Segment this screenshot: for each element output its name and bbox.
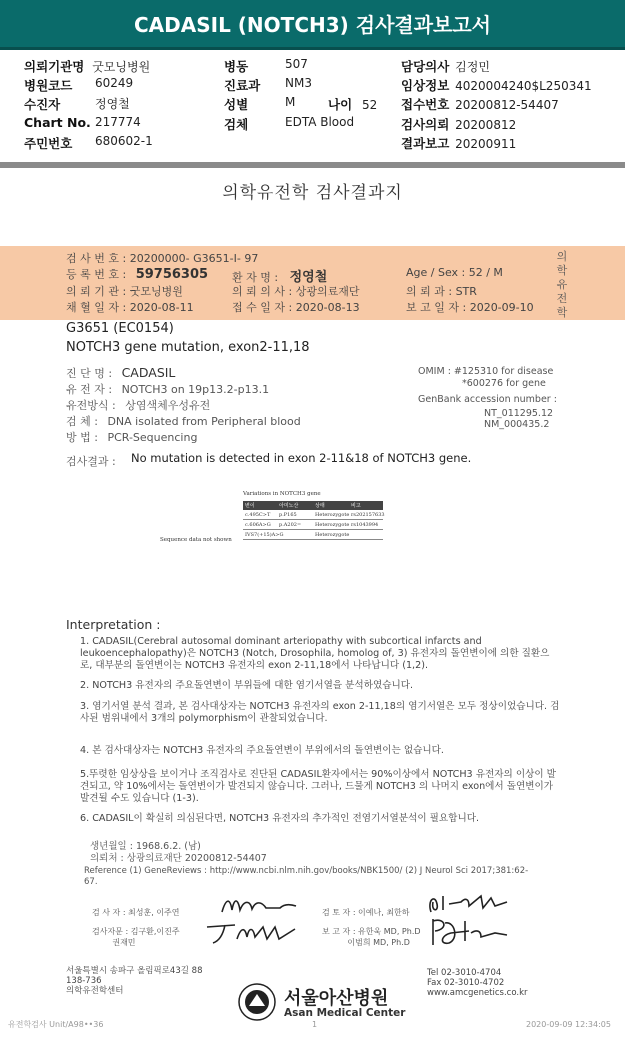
info-row-ward: 병동 507 [224, 57, 308, 74]
info-row-institution: 의뢰기관명 굿모닝병원 [24, 59, 151, 74]
band-age-sex: Age / Sex : 52 / M [406, 266, 503, 279]
footer-address-2: 138-736 [66, 976, 102, 986]
detail-gene: 유 전 자 : NOTCH3 on 19p13.2-p13.1 [66, 383, 270, 396]
requested-by: 의뢰처 : 상광의료재단 20200812-54407 [90, 853, 267, 864]
footer-fax: Fax 02-3010-4702 [427, 978, 505, 988]
birth-date: 생년월일 : 1968.6.2. (남) [90, 841, 201, 852]
patient-info-block [0, 53, 625, 160]
band-institution: 의 뢰 기 관 : 굿모닝병원 [66, 285, 183, 298]
hospital-name-kr: 서울아산병원 [284, 988, 389, 1009]
detail-specimen: 검 체 : DNA isolated from Peripheral blood [66, 415, 301, 428]
info-row-department: 진료과 NM3 [224, 76, 312, 93]
table-row: c.606A>G p.A202= Heterozygote rs1043994 [243, 520, 383, 530]
test-name: NOTCH3 gene mutation, exon2-11,18 [66, 340, 310, 355]
scanned-report [0, 168, 625, 1042]
detail-method: 방 법 : PCR-Sequencing [66, 431, 198, 444]
report-subtitle: 의학유전학 검사결과지 [222, 183, 403, 203]
genbank-acc-1: NT_011295.12 [484, 408, 554, 419]
result-label: 검사결과 : [66, 455, 116, 468]
info-row-specimen: 검체 EDTA Blood [224, 115, 355, 132]
info-row-doctor: 담당의사 김정민 [401, 59, 490, 74]
variations-header: 변이 아미노산 상태 비고 [243, 501, 383, 510]
info-row-patient: 수진자 정영철 [24, 97, 130, 112]
detail-diagnosis: 진 단 명 : CADASIL [66, 365, 176, 380]
signature-scribble-3 [425, 890, 510, 916]
test-code: G3651 (EC0154) [66, 321, 174, 336]
info-row-chart-no: Chart No. 217774 [24, 115, 141, 130]
band-received-date: 접 수 일 자 : 2020-08-13 [232, 301, 360, 314]
info-row-report-date: 결과보고 20200911 [401, 136, 517, 151]
interpretation-item-6: 6. CADASIL이 확실히 의심된다면, NOTCH3 유전자의 추가적인 전염기서열분석이 필요합니다. [80, 813, 480, 824]
interpretation-title: Interpretation : [66, 617, 161, 632]
interpretation-item-2: 2. NOTCH3 유전자의 주요돌연변이 부위들에 대한 염기서열을 분석하였습니다. [80, 680, 414, 691]
info-row-resident-no: 주민번호 680602-1 [24, 134, 153, 151]
info-row-clinical-info: 임상정보 4020004240$L250341 [401, 78, 592, 93]
sig-reporter: 보 고 자 : 유한욱 MD, Ph.D 이범희 MD, Ph.D [322, 927, 421, 947]
table-row: c.495C>T p.P165 Heterozygote rs202157633 [243, 510, 383, 520]
band-requester: 의 뢰 의 사 : 상광의료재단 [232, 285, 360, 298]
omim-disease: OMIM : #125310 for disease [418, 366, 554, 377]
signature-scribble-4 [425, 915, 510, 951]
interpretation-item-3: 3. 염기서열 분석 결과, 본 검사대상자는 NOTCH3 유전자의 exon 2-11,18의 염기서열은 모두 정상이었습니다. 검사된 범위내에서 3개의 polymorphism이 관찰되었습니다. [80, 701, 560, 724]
report-title-bar [0, 0, 625, 50]
table-row: IVS7(+15)A>G Heterozygote [243, 530, 383, 540]
info-row-request-date: 검사의뢰 20200812 [401, 117, 517, 132]
sig-examiner: 검 사 자 : 최성훈, 이주연 [92, 908, 180, 917]
band-test-no: 검 사 번 호 : 20200000- G3651-I- 97 [66, 252, 259, 265]
signature-scribble-2 [205, 921, 300, 945]
info-row-hospital-code: 병원코드 60249 [24, 76, 134, 93]
sequence-note: Sequence data not shown [160, 537, 232, 543]
info-row-accession-no: 접수번호 20200812-54407 [401, 97, 559, 112]
interpretation-item-1: 1. CADASIL(Cerebral autosomal dominant arteriopathy with subcortical infarcts and leukoencephalopathy)은 NOTCH3 (Notch, Drosophila, homolog of, 3) 유전자의 돌연변이에 의한 질환으로, 대부분의 돌연변이는 NOTCH3 유전자의 exon 2-11,18에서 나타납니다 (1,2). [80, 636, 550, 671]
band-collect-date: 채 혈 일 자 : 2020-08-11 [66, 301, 194, 314]
sig-supervisor: 검사자문 : 김구환,이진주 권재민 [92, 927, 180, 947]
footer-web: www.amcgenetics.co.kr [427, 988, 528, 998]
variations-table [243, 501, 383, 540]
variations-title: Variations in NOTCH3 gene [243, 491, 321, 497]
reference: Reference (1) GeneReviews : http://www.ncbi.nlm.nih.gov/books/NBK1500/ (2) J Neurol Sci 2017;381:62-67. [84, 866, 529, 887]
info-row-sex: 성별 M [224, 95, 296, 112]
asan-foundation-seal-icon [237, 982, 277, 1022]
footer-tel: Tel 02-3010-4704 [427, 968, 502, 978]
sig-reviewer: 검 토 자 : 이예나, 최한하 [322, 908, 410, 917]
detail-inheritance: 유전방식 : 상염색체우성유전 [66, 399, 211, 412]
report-main-title: CADASIL (NOTCH3) 검사결과보고서 [134, 13, 491, 37]
band-patient: 환 자 명 : 정영철 [232, 270, 328, 285]
band-reported-date: 보 고 일 자 : 2020-09-10 [406, 301, 534, 314]
signature-scribble-1 [220, 894, 300, 918]
band-side-label: 의학유전학 [556, 250, 568, 319]
footer-address-1: 서울특별시 송파구 올림픽로43길 88 [66, 966, 203, 976]
footer-page-number: 1 [312, 1020, 318, 1029]
footer-print-time: 2020-09-09 12:34:05 [526, 1020, 611, 1029]
band-ward: 의 뢰 과 : STR [406, 285, 477, 298]
genbank-acc-2: NM_000435.2 [484, 419, 550, 430]
info-row-age: 나이 52 [328, 97, 378, 112]
interpretation-item-4: 4. 본 검사대상자는 NOTCH3 유전자의 주요돌연변이 부위에서의 돌연변이는 없습니다. [80, 745, 444, 756]
footer-dept: 의학유전학센터 [66, 986, 124, 996]
hospital-name-en: Asan Medical Center [284, 1007, 406, 1019]
band-reg-no: 등 록 번 호 : 59756305 [66, 267, 209, 282]
footer-unit: 유전학검사 Unit/A98••36 [8, 1020, 104, 1029]
interpretation-item-5: 5.뚜렷한 임상상을 보이거나 조직검사로 진단된 CADASIL환자에서는 90%이상에서 NOTCH3 유전자의 이상이 발견되고, 약 10%에서는 돌연변이가 발견되지 않습니다. 그러나, 드물게 NOTCH3 의 나머지 exon에서 돌연변이가 발견될 수도 있습니다 (1-3). [80, 769, 556, 804]
genbank-label: GenBank accession number : [418, 394, 557, 405]
result-text: No mutation is detected in exon 2-11&18 of NOTCH3 gene. [131, 451, 472, 465]
omim-gene: *600276 for gene [462, 378, 546, 389]
